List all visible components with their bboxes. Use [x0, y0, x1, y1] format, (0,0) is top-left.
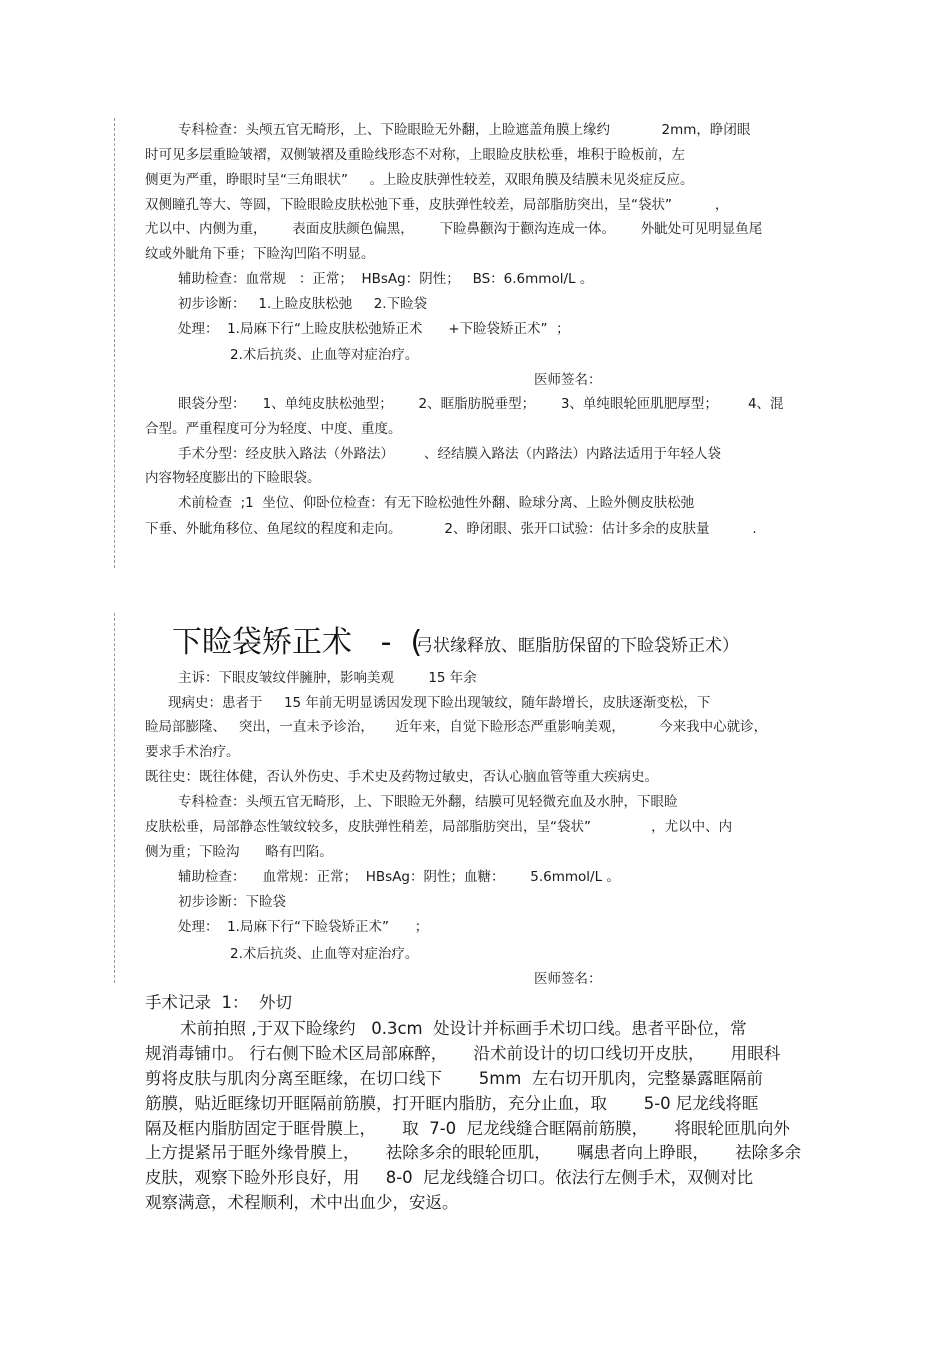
text-line: 辅助检查： 血常规：正常； HBsAg：阴性；血糖： 5.6mmol/L 。	[178, 869, 620, 885]
paragraph-line: 上方提紧吊于眶外缘骨膜上， 祛除多余的眼轮匝肌， 嘱患者向上睁眼， 祛除多余	[145, 1143, 802, 1162]
text-line: 辅助检查：血常规 ：正常； HBsAg：阴性； BS：6.6mmol/L 。	[178, 271, 594, 287]
text-line: 尤以中、内侧为重， 表面皮肤颜色偏黑， 下睑鼻颧沟于颧沟连成一体。 外眦处可见明显鱼尾	[145, 221, 763, 237]
text-line: 内容物轻度膨出的下睑眼袋。	[145, 470, 321, 486]
text-line: 纹或外眦角下垂；下睑沟凹陷不明显。	[145, 246, 375, 262]
text-line: 处理： 1.局麻下行“下睑袋矫正术” ；	[178, 919, 429, 935]
text-line: 睑局部膨隆、 突出，一直未予诊治， 近年来，自觉下睑形态严重影响美观， 今来我中心就诊，	[145, 719, 768, 735]
paragraph-line: 皮肤，观察下睑外形良好，用 8-0 尼龙线缝合切口。依法行左侧手术，双侧对比	[145, 1168, 754, 1187]
paragraph-line: 剪将皮肤与肌肉分离至眶缘，在切口线下 5mm 左右切开肌肉，完整暴露眶隔前	[145, 1069, 763, 1088]
signature-label: 医师签名：	[534, 372, 602, 388]
text-line: 专科检查：头颅五官无畸形，上、下睑眼睑无外翻，上睑遮盖角膜上缘约 2mm，睁闭眼	[178, 122, 751, 138]
text-line: 2.术后抗炎、止血等对症治疗。	[230, 946, 419, 962]
paragraph-line: 规消毒铺巾。 行右侧下睑术区局部麻醉， 沿术前设计的切口线切开皮肤， 用眼科	[145, 1044, 781, 1063]
margin-rule-middle	[114, 613, 115, 983]
text-line: 术前检查 ;1 坐位、仰卧位检查：有无下睑松弛性外翻、睑球分离、上睑外侧皮肤松弛	[178, 495, 695, 511]
margin-rule-top	[114, 118, 115, 568]
text-line: 2.术后抗炎、止血等对症治疗。	[230, 347, 419, 363]
text-line: 手术分型：经皮肤入路法（外路法） 、经结膜入路法（内路法）内路法适用于年轻人袋	[178, 446, 722, 462]
text-line: 专科检查：头颅五官无畸形，上、下眼睑无外翻，结膜可见轻微充血及水肿，下眼睑	[178, 794, 678, 810]
text-line: 处理： 1.局麻下行“上睑皮肤松弛矫正术 +下睑袋矫正术” ；	[178, 321, 570, 337]
paragraph-line: 术前拍照 ,于双下睑缘约 0.3cm 处设计并标画手术切口线。患者平卧位，常	[180, 1019, 747, 1038]
paragraph-line: 隔及框内脂肪固定于眶骨膜上， 取 7-0 尼龙线缝合眶隔前筋膜， 将眼轮匝肌向外	[145, 1119, 790, 1138]
signature-label: 医师签名：	[534, 971, 602, 987]
text-line: 现病史：患者于 15 年前无明显诱因发现下睑出现皱纹，随年龄增长，皮肤逐渐变松，下	[168, 695, 711, 711]
text-line: 初步诊断： 1.上睑皮肤松弛 2.下睑袋	[178, 296, 428, 312]
paragraph-line: 观察满意，术程顺利，术中出血少，安返。	[145, 1193, 459, 1212]
page-subtitle: 弓状缘释放、眶脂肪保留的下睑袋矫正术）	[416, 636, 739, 656]
text-line: 要求手术治疗。	[145, 744, 240, 760]
page-title: 下睑袋矫正术 - (	[172, 625, 423, 660]
text-line: 侧为重；下睑沟 略有凹陷。	[145, 844, 333, 860]
text-line: 侧更为严重，睁眼时呈“三角眼状” 。上睑皮肤弹性较差，双眼角膜及结膜未见炎症反应。	[145, 172, 694, 188]
text-line: 双侧瞳孔等大、等圆，下睑眼睑皮肤松弛下垂，皮肤弹性较差，局部脂肪突出，呈“袋状” ，	[145, 197, 729, 213]
text-line: 下垂、外眦角移位、鱼尾纹的程度和走向。 2、睁闭眼、张开口试验：估计多余的皮肤量 .	[145, 521, 757, 537]
text-line: 合型。严重程度可分为轻度、中度、重度。	[145, 421, 402, 437]
text-line: 时可见多层重睑皱褶，双侧皱褶及重睑线形态不对称，上眼睑皮肤松垂，堆积于睑板前，左	[145, 147, 685, 163]
section-heading: 手术记录 1： 外切	[145, 993, 292, 1012]
text-line: 主诉：下眼皮皱纹伴臃肿，影响美观 15 年余	[178, 670, 477, 686]
text-line: 皮肤松垂，局部静态性皱纹较多，皮肤弹性稍差，局部脂肪突出，呈“袋状” ，尤以中、内	[145, 819, 733, 835]
text-line: 初步诊断：下睑袋	[178, 894, 286, 910]
text-line: 眼袋分型： 1、单纯皮肤松弛型； 2、眶脂肪脱垂型； 3、单纯眼轮匝肌肥厚型； 4、混	[178, 396, 784, 412]
paragraph-line: 筋膜，贴近眶缘切开眶隔前筋膜，打开眶内脂肪，充分止血，取 5-0 尼龙线将眶	[145, 1094, 759, 1113]
text-line: 既往史：既往体健，否认外伤史、手术史及药物过敏史，否认心脑血管等重大疾病史。	[145, 769, 658, 785]
